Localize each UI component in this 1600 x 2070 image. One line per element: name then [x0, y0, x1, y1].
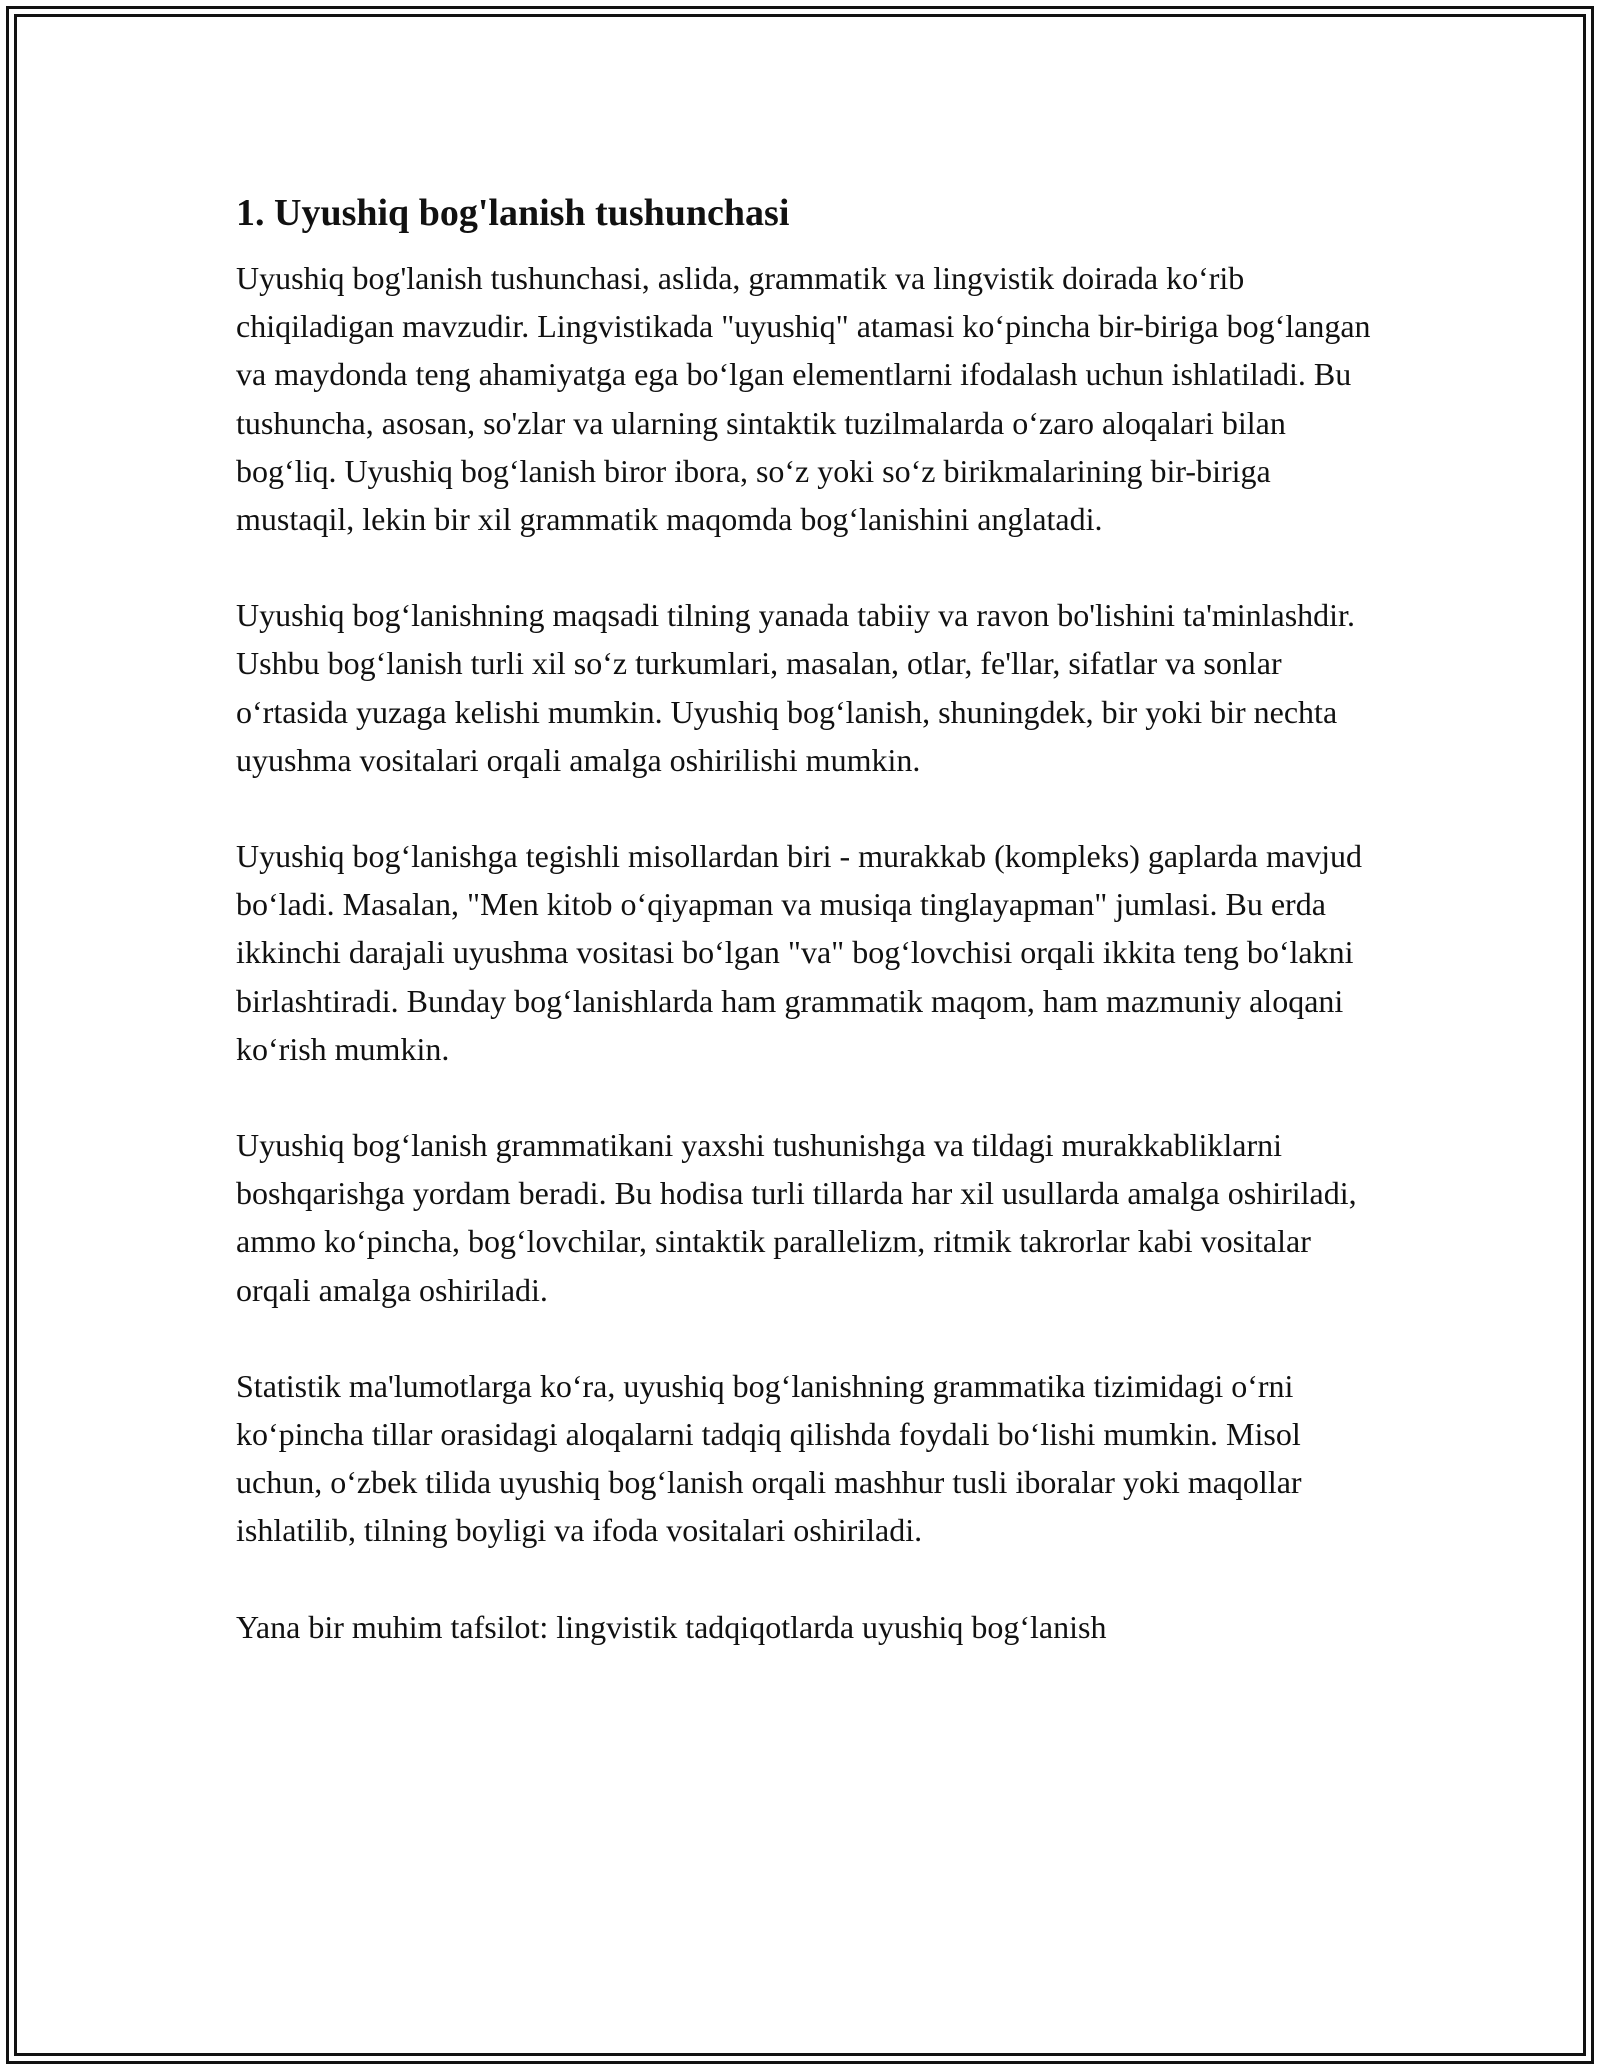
paragraph-1: Uyushiq bog'lanish tushunchasi, aslida, grammatik va lingvistik doirada ko‘rib chiqiladigan mavzudir. Lingvistikada "uyushiq" atamasi ko‘pincha bir-biriga bog‘langan va maydonda teng ahamiyatga ega bo‘lgan elementlarni ifodalash uchun ishlatiladi. Bu tushuncha, asosan, so'zlar va ularning sintaktik tuzilmalarda o‘zaro aloqalari bilan bog‘liq. Uyushiq bog‘lanish biror ibora, so‘z yoki so‘z birikmalarining bir-biriga mustaqil, lekin bir xil grammatik maqomda bog‘lanishini anglatadi. [236, 260, 1371, 538]
paragraph-4: Uyushiq bog‘lanish grammatikani yaxshi tushunishga va tildagi murakkabliklarni boshqarishga yordam beradi. Bu hodisa turli tillarda har xil usullarda amalga oshiriladi, ammo ko‘pincha, bog‘lovchilar, sintaktik parallelizm, ritmik takrorlar kabi vositalar orqali amalga oshiriladi. [236, 1127, 1357, 1308]
document-body [236, 186, 1376, 1699]
section-heading: 1. Uyushiq bog'lanish tushunchasi [236, 192, 790, 234]
paragraph-6: Yana bir muhim tafsilot: lingvistik tadqiqotlarda uyushiq bog‘lanish [236, 1608, 1107, 1645]
paragraph-5: Statistik ma'lumotlarga ko‘ra, uyushiq bog‘lanishning grammatika tizimidagi o‘rni ko‘pincha tillar orasidagi aloqalarni tadqiq qilishda foydali bo‘lishi mumkin. Misol uchun, o‘zbek tilida uyushiq bog‘lanish orqali mashhur tusli iboralar yoki maqollar ishlatilib, tilning boyligi va ifoda vositalari oshiriladi. [236, 1367, 1302, 1549]
paragraph-2: Uyushiq bog‘lanishning maqsadi tilning yanada tabiiy va ravon bo'lishini ta'minlashdir. Ushbu bog‘lanish turli xil so‘z turkumlari, masalan, otlar, fe'llar, sifatlar va sonlar o‘rtasida yuzaga kelishi mumkin. Uyushiq bog‘lanish, shuningdek, bir yoki bir nechta uyushma vositalari orqali amalga oshirilishi mumkin. [236, 597, 1355, 778]
paragraph-3: Uyushiq bog‘lanishga tegishli misollardan biri - murakkab (kompleks) gaplarda mavjud bo‘ladi. Masalan, "Men kitob o‘qiyapman va musiqa tinglayapman" jumlasi. Bu erda ikkinchi darajali uyushma vositasi bo‘lgan "va" bog‘lovchisi orqali ikkita teng bo‘lakni birlashtiradi. Bunday bog‘lanishlarda ham grammatik maqom, ham mazmuniy aloqani ko‘rish mumkin. [236, 838, 1362, 1067]
